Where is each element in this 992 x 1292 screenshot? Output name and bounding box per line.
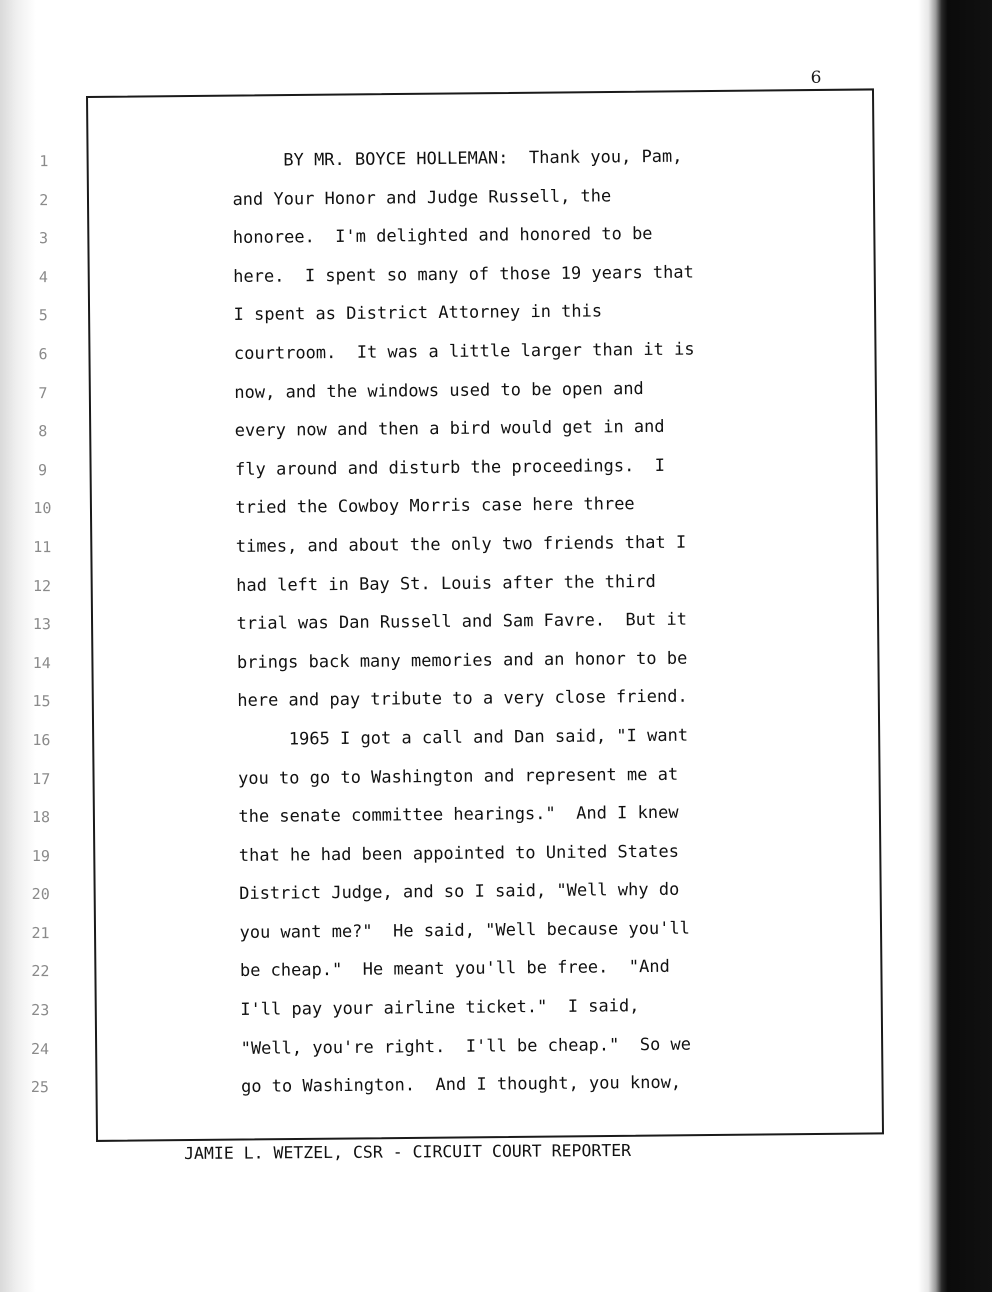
line-number: 21 <box>31 923 50 943</box>
transcript-line: had left in Bay St. Louis after the third <box>236 571 656 596</box>
line-number: 25 <box>30 1078 49 1097</box>
line-number: 20 <box>31 885 50 904</box>
line-number: 16 <box>32 730 51 750</box>
line-number: 17 <box>32 769 51 788</box>
line-number: 11 <box>33 537 52 557</box>
line-number: 6 <box>38 345 48 364</box>
line-number: 22 <box>31 962 50 981</box>
line-number: 5 <box>38 306 48 325</box>
transcript-line: here. I spent so many of those 19 years that <box>233 262 694 287</box>
transcript-line: you want me?" He said, "Well because you'll <box>239 918 690 943</box>
line-number: 12 <box>33 576 52 595</box>
transcript-line: BY MR. BOYCE HOLLEMAN: Thank you, Pam, <box>232 146 683 171</box>
page-binding-edge <box>918 0 992 1292</box>
transcript-line: now, and the windows used to be open and <box>234 378 644 403</box>
line-number: 13 <box>32 615 51 634</box>
line-number: 19 <box>31 846 50 865</box>
line-number: 9 <box>38 460 48 479</box>
line-number: 2 <box>39 190 49 209</box>
line-number: 24 <box>30 1039 50 1058</box>
page-number: 6 <box>810 68 822 88</box>
line-number: 23 <box>31 1001 50 1020</box>
transcript-line: that he had been appointed to United States <box>238 841 679 866</box>
transcript-line: tried the Cowboy Morris case here three <box>235 494 635 519</box>
transcript-line: you to go to Washington and represent me at <box>237 764 679 789</box>
transcript-line: 1965 I got a call and Dan said, "I want <box>237 725 689 750</box>
line-number: 15 <box>32 692 51 711</box>
line-number: 7 <box>38 383 48 402</box>
line-number: 10 <box>33 499 52 518</box>
line-number: 18 <box>32 808 51 827</box>
transcript-line: go to Washington. And I thought, you know, <box>240 1072 682 1098</box>
transcript-line: honoree. I'm delighted and honored to be <box>232 224 653 249</box>
transcript-line: be cheap." He meant you'll be free. "And <box>239 957 670 982</box>
line-number: 14 <box>32 653 51 672</box>
transcript-line: every now and then a bird would get in and <box>234 417 665 442</box>
line-number: 1 <box>39 152 49 171</box>
transcript-line: trial was Dan Russell and Sam Favre. But it <box>236 609 688 635</box>
line-number: 4 <box>38 267 48 286</box>
transcript-body <box>232 140 841 1111</box>
transcript-line: District Judge, and so I said, "Well why do <box>239 880 680 905</box>
transcript-line: brings back many memories and an honor to be <box>236 648 688 673</box>
line-number: 3 <box>39 229 49 248</box>
transcript-line: the senate committee hearings." And I knew <box>238 802 679 828</box>
line-number-column <box>18 146 66 1111</box>
transcript-line: and Your Honor and Judge Russell, the <box>232 185 612 210</box>
transcript-line: I spent as District Attorney in this <box>233 301 603 326</box>
transcript-line: fly around and disturb the proceedings. I <box>235 455 666 480</box>
transcript-line: here and pay tribute to a very close friend. <box>237 686 688 712</box>
transcript-line: courtroom. It was a little larger than it is <box>233 339 695 364</box>
transcript-line: I'll pay your airline ticket." I said, <box>240 996 640 1021</box>
court-reporter-footer: JAMIE L. WETZEL, CSR - CIRCUIT COURT REPORTER <box>184 1140 632 1163</box>
transcript-line: "Well, you're right. I'll be cheap." So we <box>240 1034 692 1059</box>
transcript-line: times, and about the only two friends that I <box>235 532 687 557</box>
line-number: 8 <box>38 422 48 441</box>
